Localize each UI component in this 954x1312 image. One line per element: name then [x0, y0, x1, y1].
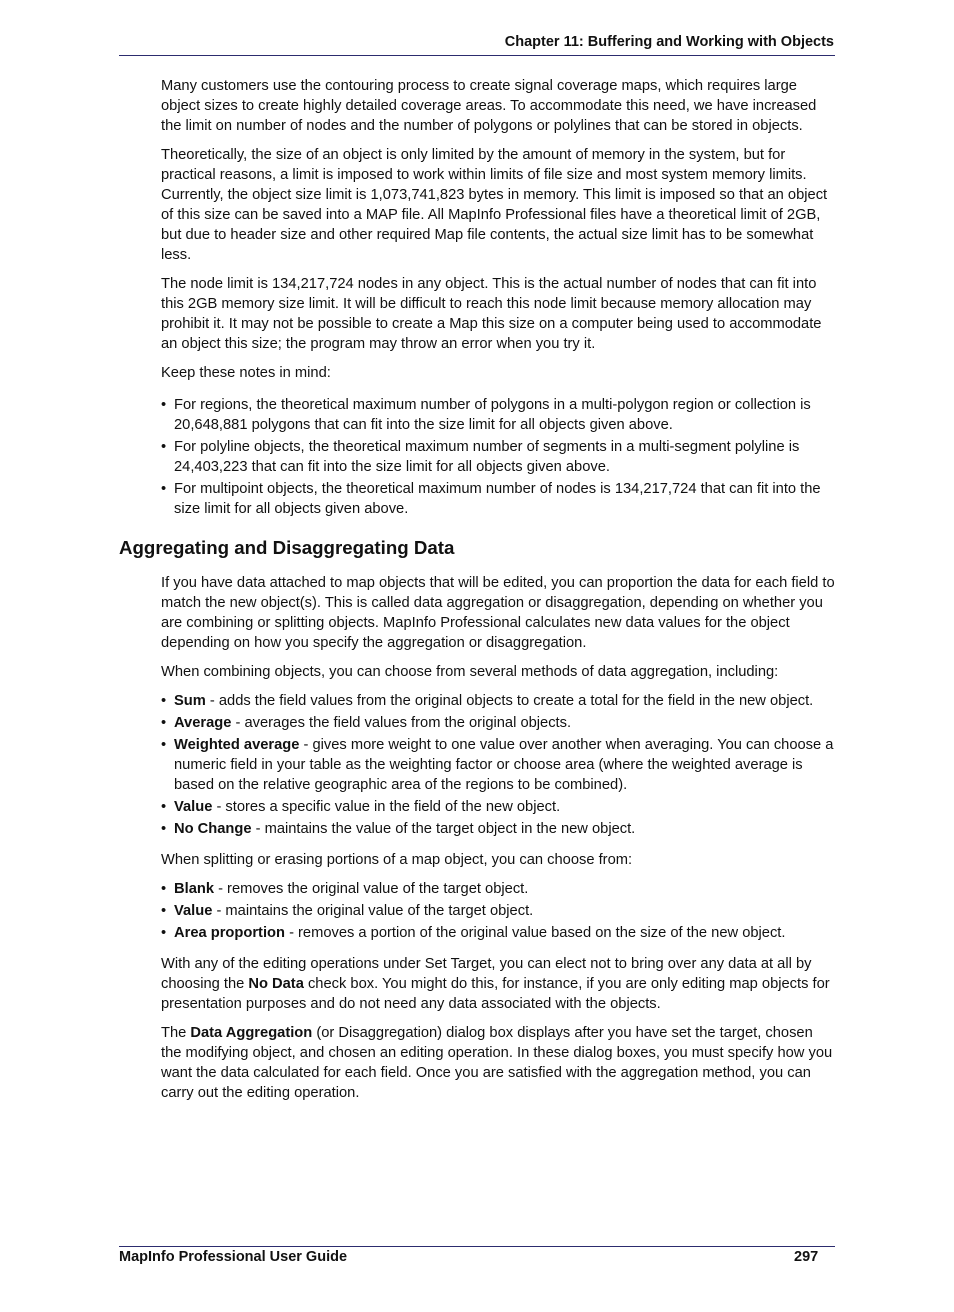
paragraph: Many customers use the contouring process to create signal coverage maps, which requires large object sizes to create highly detailed coverage areas. To accommodate this need, we have increased the limit on number of nodes and the number of polygons or polylines that can be stored in objects. [161, 78, 817, 134]
section-text [161, 573, 836, 1112]
term: Average [174, 715, 232, 731]
section-heading: Aggregating and Disaggregating Data [119, 537, 455, 558]
term: Blank [174, 881, 214, 897]
aggregation-methods-list [161, 691, 836, 839]
list-item [161, 713, 836, 733]
text-run: With any of the editing operations under Set Target, you can elect not to bring over any data at all by choosing the [161, 956, 812, 992]
text-run: (or Disaggregation) dialog box displays after you have set the target, chosen the modifying object, and chosen an editing operation. In these dialog boxes, you must specify how you want the data calculated for each field. Once you are satisfied with the aggregation method, you can carry out the editing operation. [161, 1025, 833, 1101]
description: - maintains the original value of the target object. [212, 903, 534, 919]
list-item: • For regions, the theoretical maximum number of polygons in a multi-polygon region or collection is 20,648,881 polygons that can fit into the size limit for all objects given above. [161, 395, 836, 435]
guide-title: MapInfo Professional User Guide [119, 1249, 348, 1265]
data-aggregation-term: Data Aggregation [190, 1025, 313, 1041]
paragraph: If you have data attached to map objects that will be edited, you can proportion the data for each field to match the new object(s). This is called data aggregation or disaggregation, depending on whether you are combining or splitting objects. MapInfo Professional calculates new data values for the object depending on how you specify the aggregation or disaggregation. [161, 575, 835, 651]
list-item [161, 691, 836, 711]
paragraph: Keep these notes in mind: [161, 365, 331, 381]
description: - gives more weight to one value over another when averaging. You can choose a numeric field in your table as the weighting factor or choose area (where the weighted average is based on the relative geographic area of the regions to be combined). [174, 737, 834, 793]
description: - averages the field values from the original objects. [231, 715, 572, 731]
description: - maintains the value of the target object in the new object. [251, 821, 636, 837]
list-item [161, 735, 836, 795]
term: Sum [174, 693, 206, 709]
term: Area proportion [174, 925, 285, 941]
intro-text [161, 76, 836, 530]
paragraph: The node limit is 134,217,724 nodes in any object. This is the actual number of nodes that can fit into this 2GB memory size limit. It will be difficult to reach this node limit because memory allocation may prohibit it. It may not be possible to create a Map this size on a computer being used to accommodate an object this size; the program may throw an error when you try it. [161, 276, 822, 352]
list-item [161, 901, 836, 921]
description: - removes the original value of the target object. [214, 881, 529, 897]
description: - adds the field values from the original objects to create a total for the field in the new object. [205, 693, 814, 709]
list-item: • For multipoint objects, the theoretical maximum number of nodes is 134,217,724 that can fit into the size limit for all objects given above. [161, 479, 836, 519]
list-item: • For polyline objects, the theoretical maximum number of segments in a multi-segment polyline is 24,403,223 that can fit into the size limit for all objects given above. [161, 437, 836, 477]
paragraph: When splitting or erasing portions of a map object, you can choose from: [161, 852, 633, 868]
list-item [161, 923, 836, 943]
chapter-title: Chapter 11: Buffering and Working with Objects [504, 34, 834, 50]
description: - removes a portion of the original value based on the size of the new object. [284, 925, 786, 941]
paragraph [161, 954, 836, 1014]
page-number: 297 [794, 1249, 819, 1265]
term: Weighted average [174, 737, 300, 753]
notes-list [161, 395, 836, 519]
term: Value [174, 903, 213, 919]
list-item [161, 879, 836, 899]
header-rule [119, 55, 835, 56]
no-data-term: No Data [248, 976, 304, 992]
term: No Change [174, 821, 252, 837]
text-run: The [161, 1025, 191, 1041]
list-item [161, 819, 836, 839]
list-item [161, 797, 836, 817]
footer-rule [119, 1246, 835, 1247]
text-run: check box. You might do this, for instance, if you are only editing map objects for presentation purposes and do not need any data associated with the objects. [161, 976, 830, 1012]
term: Value [174, 799, 213, 815]
description: - stores a specific value in the field of the new object. [212, 799, 561, 815]
paragraph: When combining objects, you can choose from several methods of data aggregation, including: [161, 664, 779, 680]
split-methods-list [161, 879, 836, 943]
paragraph: Theoretically, the size of an object is only limited by the amount of memory in the system, but for practical reasons, a limit is imposed to work within limits of file size and most system memory limits. Currently, the object size limit is 1,073,741,823 bytes in memory. This limit is imposed so that an object of this size can be saved into a MAP file. All MapInfo Professional files have a theoretical limit of 2GB, but due to header size and other required Map file contents, the actual size limit has to be somewhat less. [161, 147, 828, 263]
paragraph [161, 1023, 836, 1103]
